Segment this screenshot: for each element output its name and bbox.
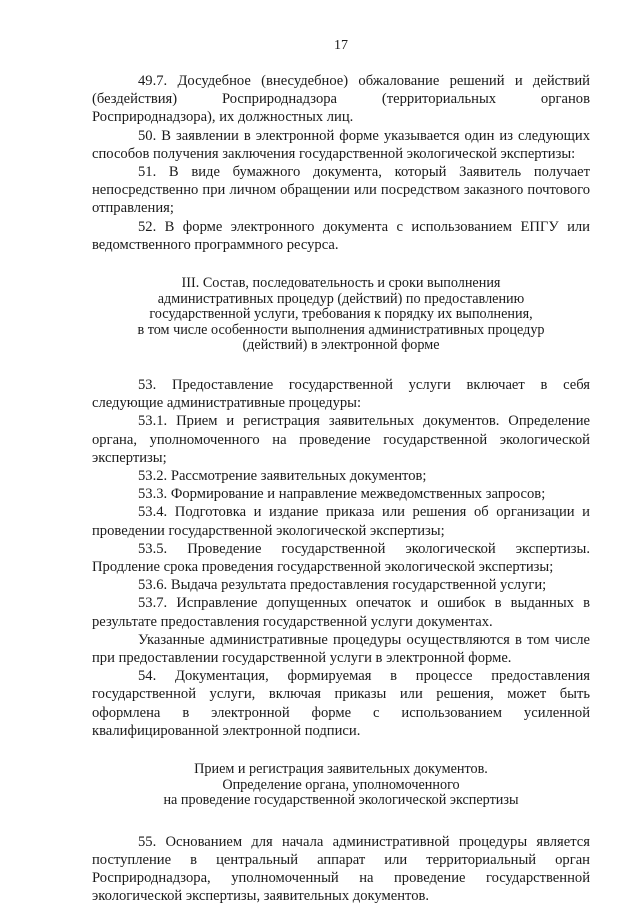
subsection-heading-line: на проведение государственной экологической экспертизы [163, 792, 519, 809]
paragraph-51: 51. В виде бумажного документа, который Заявитель получает непосредственно при личном обращении или посредством заказного почтового отправления; [92, 164, 590, 217]
paragraph-53-6: 53.6. Выдача результата предоставления государственной услуги; [138, 577, 547, 594]
section-heading-line: в том числе особенности выполнения административных процедур [137, 321, 545, 338]
paragraph-52: 52. В форме электронного документа с использованием ЕПГУ или ведомственного программного ресурса. [92, 218, 590, 253]
section-heading-line: (действий) в электронной форме [242, 337, 440, 354]
paragraph-55: 55. Основанием для начала административной процедуры является поступление в центральный аппарат или территориальный орган Росприроднадзора, уполномоченный на проведение государственной экологической экспертизы, заявительных документов. [92, 833, 590, 905]
paragraph-53-7: 53.7. Исправление допущенных опечаток и ошибок в выданных в результате предоставления государственной услуги документах. [92, 595, 590, 630]
section-heading [92, 276, 590, 354]
section-heading-line: административных процедур (действий) по предоставлению [157, 290, 525, 307]
paragraphs-bottom [92, 833, 590, 906]
paragraph-54: 54. Документация, формируемая в процессе предоставления государственной услуги, включая приказы или решения, может быть оформлена в электронной форме с использованием усиленной квалифицированной электронной подписи. [92, 668, 590, 739]
section-heading-line: государственной услуги, требования к порядку их выполнения, [149, 306, 533, 323]
paragraphs-middle [92, 376, 590, 740]
subsection-heading [92, 762, 590, 809]
paragraph-53-2: 53.2. Рассмотрение заявительных документов; [138, 468, 427, 485]
paragraph-50: 50. В заявлении в электронной форме указывается один из следующих способов получения заключения государственной экологической экспертизы: [92, 127, 590, 162]
paragraph-49-7: 49.7. Досудебное (внесудебное) обжалование решений и действий (бездействия) Росприроднадзора (территориальных органов Росприроднадзора), их должностных лиц. [92, 73, 590, 126]
paragraph-procedures-note: Указанные административные процедуры осуществляются в том числе при предоставлении государственной услуги в электронной форме. [92, 631, 590, 667]
paragraph-53-1: 53.1. Прием и регистрация заявительных документов. Определение органа, уполномоченного на проведение государственной экологической экспертизы; [92, 413, 590, 466]
page-number: 17 [334, 38, 348, 53]
paragraph-53-5: 53.5. Проведение государственной экологической экспертизы. Продление срока проведения государственной экологической экспертизы; [92, 540, 590, 576]
subsection-heading-line: Прием и регистрация заявительных документов. [194, 761, 488, 778]
paragraph-53-4: 53.4. Подготовка и издание приказа или решения об организации и проведении государственной экологической экспертизы; [92, 504, 590, 539]
section-heading-line: III. Состав, последовательность и сроки выполнения [181, 275, 501, 292]
paragraph-53: 53. Предоставление государственной услуги включает в себя следующие административные процедуры: [92, 377, 590, 412]
paragraph-53-3: 53.3. Формирование и направление межведомственных запросов; [138, 486, 546, 503]
subsection-heading-line: Определение органа, уполномоченного [222, 776, 460, 793]
paragraphs-top [92, 72, 590, 254]
